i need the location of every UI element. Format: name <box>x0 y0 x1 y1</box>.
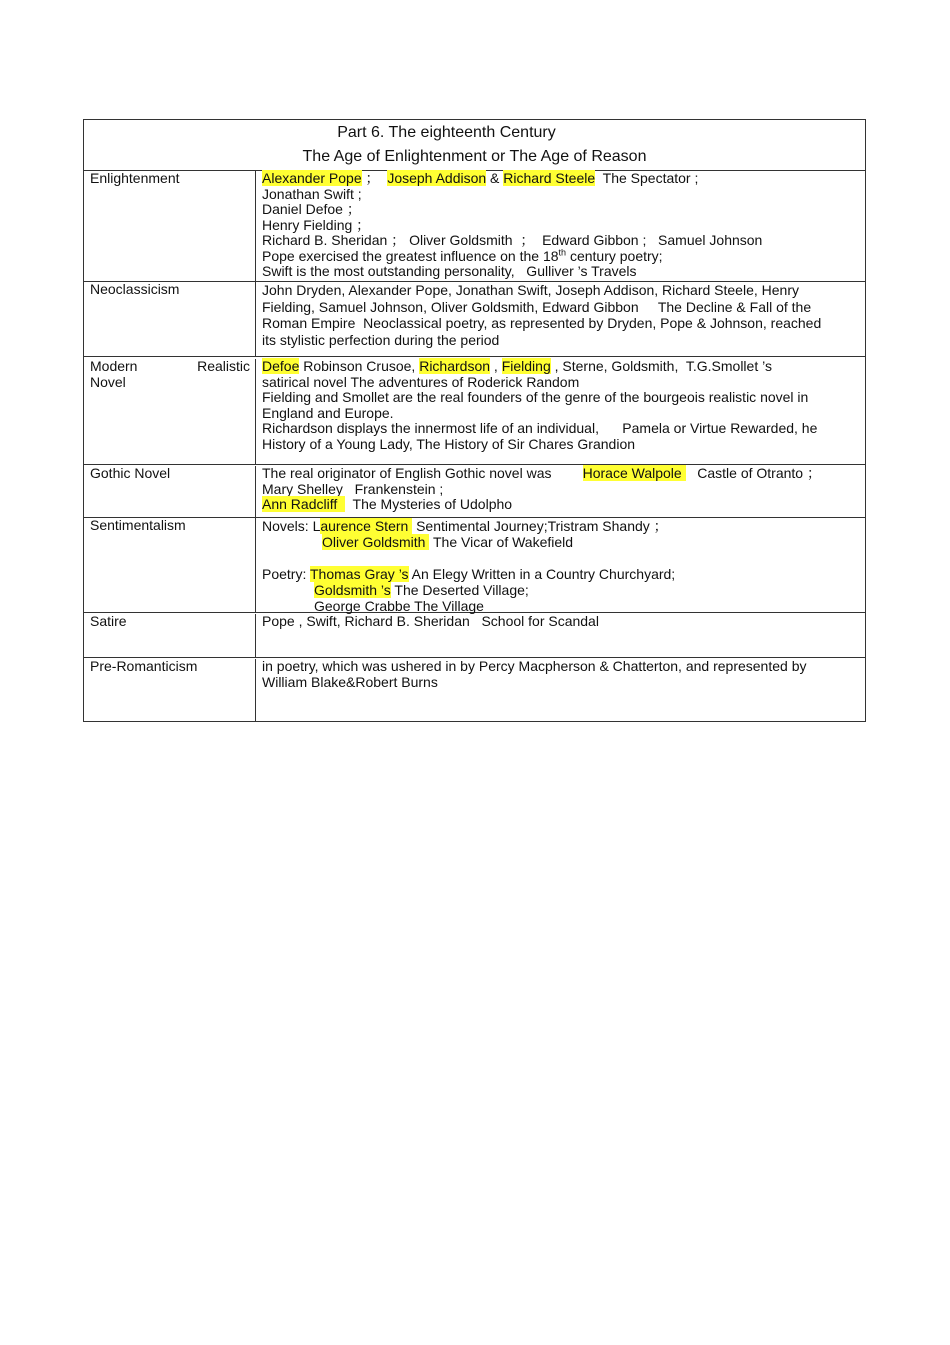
neoclassicism-line-2: Fielding, Samuel Johnson, Oliver Goldsmith, Edward Gibbon The Decline & Fall of the <box>262 298 812 315</box>
preromanticism-line-1: in poetry, which was ushered in by Percy Macpherson & Chatterton, and represented by <box>262 658 807 674</box>
highlight-richard-steele: Richard Steele <box>503 170 596 186</box>
content-enlightenment <box>256 171 865 281</box>
modern-line-5: Richardson displays the innermost life of an individual, Pamela or Virtue Rewarded, he <box>262 420 818 436</box>
label-sentimentalism: Sentimentalism <box>84 518 256 612</box>
enlightenment-line-3: Daniel Defoe ； <box>262 201 361 217</box>
modern-line-4: England and Europe. <box>262 404 394 421</box>
gothic-line-2: Mary Shelley Frankenstein ; <box>262 480 444 497</box>
content-pre-romanticism <box>256 659 865 722</box>
modern-line-1: Defoe Robinson Crusoe, Richardson , Fielding , Sterne, Goldsmith, T.G.Smollet ’s <box>262 358 772 374</box>
label-gothic-novel: Gothic Novel <box>84 466 256 517</box>
enlightenment-line-1: Alexander Pope ； Joseph Addison & Richard Steele The Spectator ; <box>262 170 699 186</box>
label-pre-romanticism: Pre-Romanticism <box>84 659 256 722</box>
title-line-2: The Age of Enlightenment or The Age of Reason <box>302 148 647 165</box>
modern-line-2: satirical novel The adventures of Roderick Random <box>262 373 580 390</box>
modern-line-3: Fielding and Smollet are the real founders of the genre of the bourgeois realistic novel in <box>262 389 809 405</box>
highlight-alexander-pope: Alexander Pope <box>262 170 362 186</box>
row-modern-realistic-novel <box>84 357 865 465</box>
highlight-fielding: Fielding <box>501 358 551 374</box>
enlightenment-line-6: Pope exercised the greatest influence on the 18th century poetry; <box>262 246 663 264</box>
satire-line-1: Pope , Swift, Richard B. Sheridan School for Scandal <box>262 613 599 629</box>
enlightenment-line-5: Richard B. Sheridan ； Oliver Goldsmith ； Edward Gibbon ; Samuel Johnson <box>262 232 763 248</box>
content-satire <box>256 614 865 657</box>
sentimentalism-line-1: Novels: Laurence Stern Sentimental Journey;Tristram Shandy ； <box>262 518 668 534</box>
highlight-goldsmith-s: Goldsmith ’s <box>314 582 391 598</box>
sentimentalism-line-3: Poetry: Thomas Gray ’s An Elegy Written in a Country Churchyard; <box>262 566 676 582</box>
enlightenment-line-4: Henry Fielding ； <box>262 216 371 233</box>
literature-table <box>83 119 866 722</box>
label-enlightenment: Enlightenment <box>84 171 256 281</box>
gothic-line-3: Ann Radcliff The Mysteries of Udolpho <box>262 496 513 512</box>
highlight-joseph-addison: Joseph Addison <box>387 170 487 186</box>
preromanticism-line-2: William Blake&Robert Burns <box>262 673 438 690</box>
row-satire <box>84 613 865 658</box>
label-modern-realistic-novel: Modern Realistic Novel <box>84 359 256 464</box>
label-satire: Satire <box>84 614 256 657</box>
gothic-line-1: The real originator of English Gothic novel was Horace Walpole Castle of Otranto ； <box>262 465 821 481</box>
enlightenment-line-7: Swift is the most outstanding personality, Gulliver ’s Travels <box>262 263 637 279</box>
neoclassicism-line-1: John Dryden, Alexander Pope, Jonathan Swift, Joseph Addison, Richard Steele, Henry <box>262 282 799 298</box>
sentimentalism-line-4: Goldsmith ’s The Deserted Village; <box>314 582 529 598</box>
highlight-ann-radcliff: Ann Radcliff <box>262 496 346 512</box>
neoclassicism-line-4: its stylistic perfection during the period <box>262 331 500 348</box>
row-neoclassicism <box>84 282 865 357</box>
enlightenment-line-2: Jonathan Swift ; <box>262 185 362 202</box>
row-pre-romanticism <box>84 658 865 722</box>
neoclassicism-line-3: Roman Empire Neoclassical poetry, as represented by Dryden, Pope & Johnson, reached <box>262 315 822 331</box>
title-line-1: Part 6. The eighteenth Century <box>337 124 556 141</box>
table-title <box>84 120 865 171</box>
row-sentimentalism <box>84 518 865 613</box>
row-gothic-novel <box>84 465 865 518</box>
content-gothic-novel <box>256 466 865 517</box>
content-sentimentalism <box>256 518 865 612</box>
content-neoclassicism <box>256 282 865 356</box>
modern-line-6: History of a Young Lady, The History of Sir Chares Grandion <box>262 435 636 452</box>
highlight-defoe: Defoe <box>262 358 300 374</box>
sentimentalism-line-5: George Crabbe The Village <box>314 598 484 614</box>
highlight-laurence-stern: aurence Stern <box>320 518 413 534</box>
label-neoclassicism: Neoclassicism <box>84 282 256 356</box>
highlight-thomas-gray: Thomas Gray ’s <box>310 566 409 582</box>
highlight-oliver-goldsmith: Oliver Goldsmith <box>322 534 430 550</box>
row-enlightenment <box>84 171 865 282</box>
highlight-horace-walpole: Horace Walpole <box>582 465 686 481</box>
sentimentalism-line-2: Oliver Goldsmith The Vicar of Wakefield <box>322 534 574 550</box>
content-modern-realistic-novel <box>256 359 865 464</box>
highlight-richardson: Richardson <box>419 358 491 374</box>
